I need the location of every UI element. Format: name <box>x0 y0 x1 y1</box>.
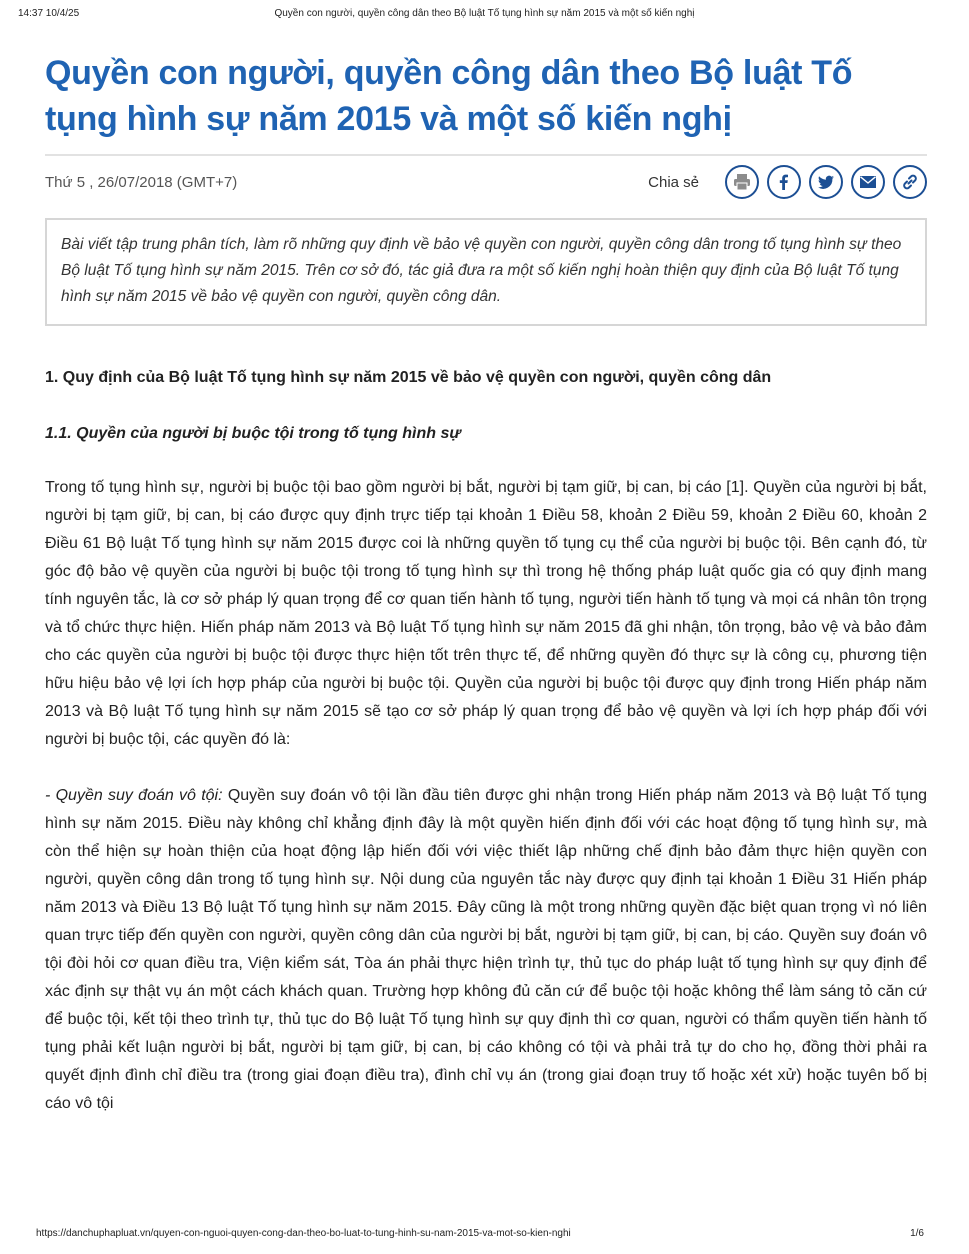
article-date: Thứ 5 , 26/07/2018 (GMT+7) <box>45 174 238 191</box>
share-bar <box>648 162 927 202</box>
share-label: Chia sẻ <box>648 173 699 191</box>
body-paragraph <box>45 782 927 1118</box>
paragraph-text: Quyền suy đoán vô tội lần đầu tiên được ghi nhận trong Hiến pháp năm 2013 và Bộ luật Tố tụng hình sự năm 2015. Điều này không chỉ khẳng định đây là một quyền hiến định đối với các hoạt động tố tụng hình sự, mà còn thể hiện sự hoàn thiện của hoạt động lập hiến đối với việc thiết lập những chế định bảo đảm thực hiện quyền con người, quyền công dân trong tố tụng hình sự. Nội dung của nguyên tắc này được quy định tại khoản 1 Điều 31 Hiến pháp năm 2013 và Điều 13 Bộ luật Tố tụng hình sự năm 2015. Đây cũng là một trong những quyền đặc biệt quan trọng vì nó liên quan trực tiếp đến quyền con người, quyền công dân của người bị bắt, người bị tạm giữ, bị can, bị cáo. Quyền suy đoán vô tội đòi hỏi cơ quan điều tra, Viện kiểm sát, Tòa án phải thực hiện trình tự, thủ tục do pháp luật tố tụng hình sự quy định để xác định sự thật vụ án một cách khách quan. Trường hợp không đủ căn cứ để buộc tội hoặc không thể làm sáng tỏ căn cứ để buộc tội, kết tội theo trình tự, thủ tục do Bộ luật Tố tụng hình sự quy định thì cơ quan, người có thẩm quyền tiến hành tố tụng phải kết luận người bị bắt, người bị tạm giữ, bị can, bị cáo không có tội và phải trả tự do cho họ, đồng thời phải ra quyết định đình chỉ điều tra (trong giai đoạn điều tra), đình chỉ vụ án (trong giai đoạn truy tố hoặc xét xử) hoặc tuyên bố bị cáo vô tội <box>45 787 927 1112</box>
subsection-heading: 1.1. Quyền của người bị buộc tội trong tố tụng hình sự <box>45 425 461 442</box>
print-timestamp: 14:37 10/4/25 <box>18 8 80 19</box>
page-number: 1/6 <box>910 1228 924 1239</box>
article <box>45 50 927 1118</box>
facebook-icon[interactable] <box>767 165 801 199</box>
article-meta-bar <box>45 154 927 208</box>
email-icon[interactable] <box>851 165 885 199</box>
print-header <box>18 8 951 22</box>
body-paragraph: Trong tố tụng hình sự, người bị buộc tội bao gồm người bị bắt, người bị tạm giữ, bị can, bị cáo [1]. Quyền của người bị bắt, người bị tạm giữ, bị can, bị cáo được quy định trực tiếp tại khoản 1 Điều 58, khoản 2 Điều 59, khoản 2 Điều 60, khoản 2 Điều 61 Bộ luật Tố tụng hình sự năm 2015 được coi là những quyền tố tụng cụ thể của người bị buộc tội. Bên cạnh đó, từ góc độ bảo vệ quyền của người bị buộc tội trong tố tụng hình sự thì trong hệ thống pháp luật quốc gia có quy định mang tính nguyên tắc, là cơ sở pháp lý quan trọng để cơ quan tiến hành tố tụng, người tiến hành tố tụng và mọi cá nhân tôn trọng và tổ chức thực hiện. Hiến pháp năm 2013 và Bộ luật Tố tụng hình sự năm 2015 đã ghi nhận, tôn trọng, bảo vệ và bảo đảm cho các quyền của người bị buộc tội được thực hiện tốt trên thực tế, để những quyền đó thực sự là công cụ, phương tiện hữu hiệu bảo vệ lợi ích hợp pháp của người bị buộc tội. Quyền của người bị buộc tội được quy định trong Hiến pháp năm 2013 và Bộ luật Tố tụng hình sự năm 2015 sẽ tạo cơ sở pháp lý quan trọng để bảo vệ quyền và lợi ích hợp pháp đối với người bị buộc tội, các quyền đó là: <box>45 479 927 748</box>
article-summary-box: Bài viết tập trung phân tích, làm rõ những quy định về bảo vệ quyền con người, quyền công dân trong tố tụng hình sự theo Bộ luật Tố tụng hình sự năm 2015. Trên cơ sở đó, tác giả đưa ra một số kiến nghị hoàn thiện quy định của Bộ luật Tố tụng hình sự năm 2015 về bảo vệ quyền con người, quyền công dân. <box>45 218 927 326</box>
paragraph-lead: - Quyền suy đoán vô tội: <box>45 787 223 804</box>
page-url: https://danchuphapluat.vn/quyen-con-nguoi-quyen-cong-dan-theo-bo-luat-to-tung-hinh-su-nam-2015-va-mot-so-kien-nghi <box>36 1228 571 1239</box>
article-title: Quyền con người, quyền công dân theo Bộ luật Tố tụng hình sự năm 2015 và một số kiến nghị <box>45 54 853 138</box>
print-footer <box>36 1228 924 1242</box>
section-heading: 1. Quy định của Bộ luật Tố tụng hình sự năm 2015 về bảo vệ quyền con người, quyền công dân <box>45 369 772 386</box>
print-icon[interactable] <box>725 165 759 199</box>
print-doc-title: Quyền con người, quyền công dân theo Bộ luật Tố tụng hình sự năm 2015 và một số kiến nghị <box>274 8 695 19</box>
copy-link-icon[interactable] <box>893 165 927 199</box>
twitter-icon[interactable] <box>809 165 843 199</box>
